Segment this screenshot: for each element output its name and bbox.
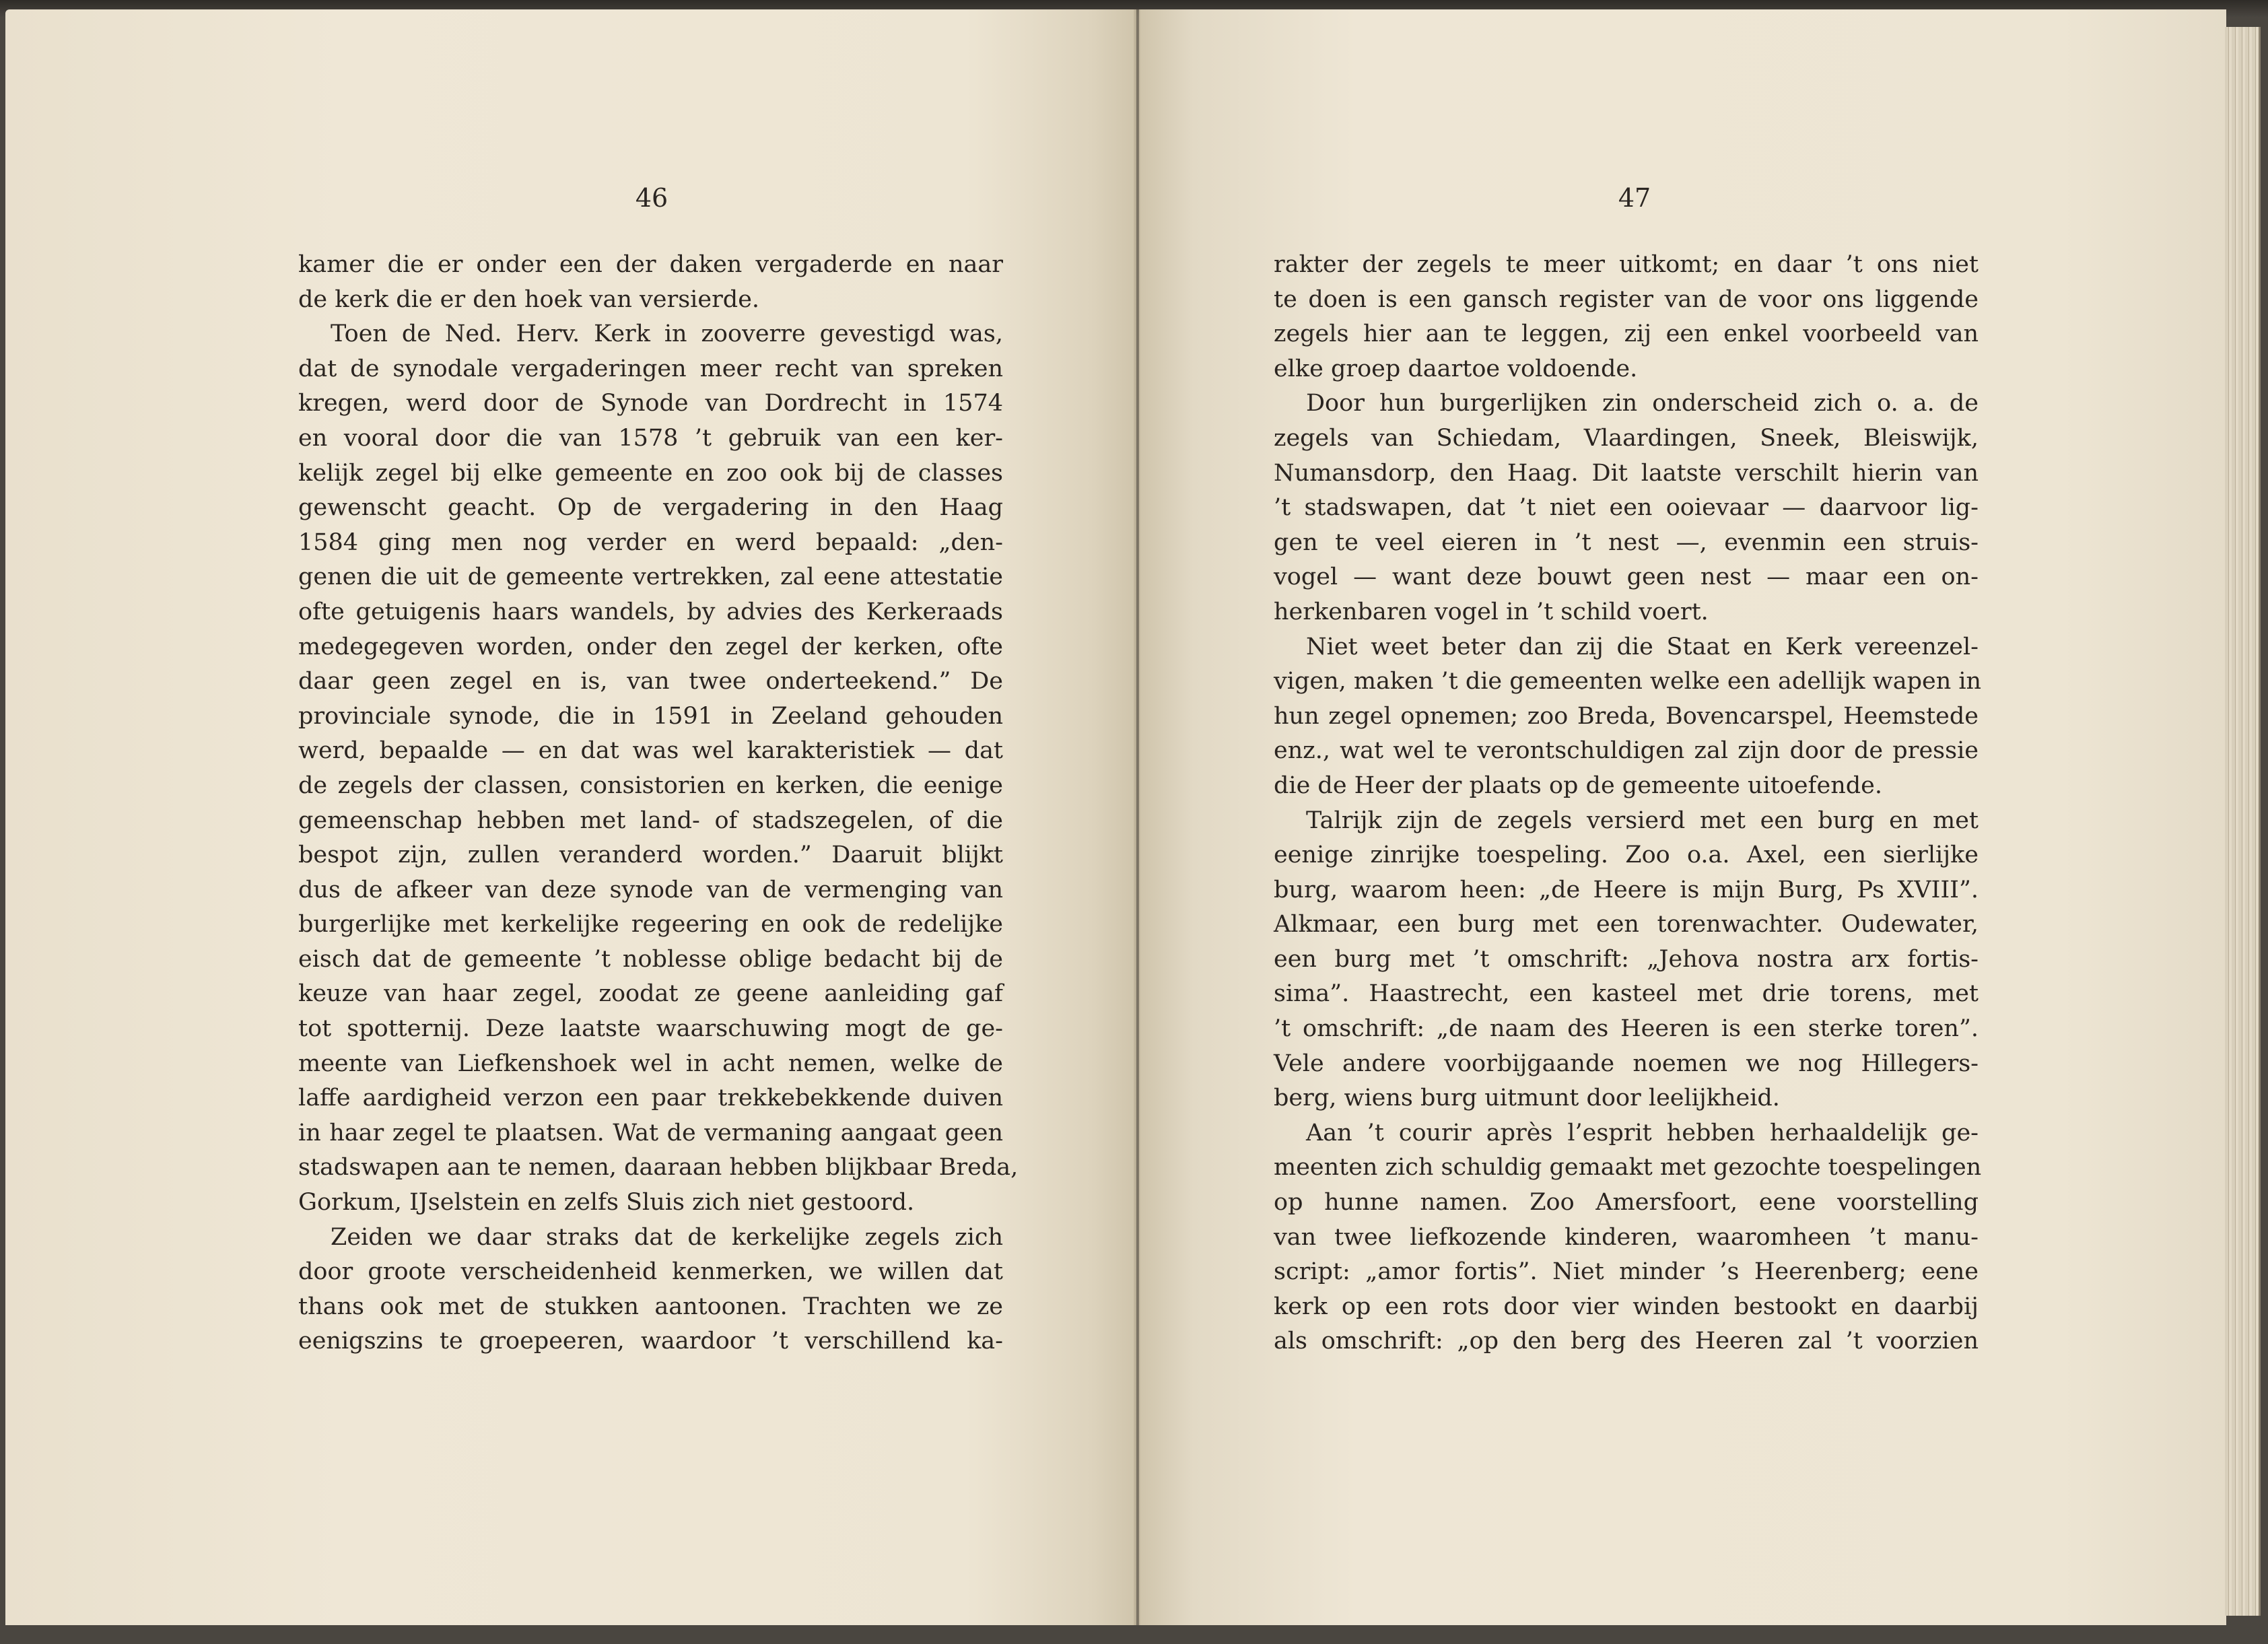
- text-line: de kerk die er den hoek van versierde.: [298, 285, 760, 313]
- text-line: tot spotternij. Deze laatste waarschuwing mogt de ge-: [298, 1015, 1003, 1043]
- text-line: herkenbaren vogel in ’t schild voert.: [1274, 598, 1709, 625]
- text-line: sima”. Haastrecht, een kasteel met drie torens, met: [1274, 980, 1979, 1008]
- text-line: een burg met ’t omschrift: „Jehova nostra arx fortis-: [1274, 945, 1979, 973]
- text-line: kelijk zegel bij elke gemeente en zoo ook bij de classes: [298, 459, 1003, 487]
- text-line: 1584 ging men nog verder en werd bepaald: „den-: [298, 528, 1003, 556]
- right-page-text: [1274, 248, 1982, 1359]
- text-line: zegels van Schiedam, Vlaardingen, Sneek, Bleiswijk,: [1274, 424, 1979, 452]
- text-line: Zeiden we daar straks dat de kerkelijke zegels zich: [331, 1223, 1003, 1251]
- text-line: Talrijk zijn de zegels versierd met een burg en met: [1306, 807, 1979, 834]
- text-line: vogel — want deze bouwt geen nest — maar een on-: [1274, 563, 1979, 591]
- text-line: dus de afkeer van deze synode van de vermenging van: [298, 876, 1003, 903]
- text-line: op hunne namen. Zoo Amersfoort, eene voorstelling: [1274, 1189, 1979, 1217]
- text-line: script: „amor fortis”. Niet minder ’s Heerenberg; eene: [1274, 1258, 1979, 1286]
- text-line: kregen, werd door de Synode van Dordrecht in 1574: [298, 390, 1003, 417]
- text-line: eenige zinrijke toespeling. Zoo o.a. Axel, een sierlijke: [1274, 842, 1979, 869]
- text-line: en vooral door die van 1578 ’t gebruik van een ker-: [298, 424, 1003, 452]
- text-line: werd, bepaalde — en dat was wel karakteristiek — dat: [298, 737, 1003, 765]
- text-line: laffe aardigheid verzon een paar trekkebekkende duiven: [298, 1085, 1003, 1112]
- text-line: ofte getuigenis haars wandels, by advies des Kerkeraads: [298, 598, 1003, 625]
- text-line: door groote verscheidenheid kenmerken, we willen dat: [298, 1258, 1003, 1286]
- text-line: Vele andere voorbijgaande noemen we nog Hillegers-: [1274, 1050, 1979, 1077]
- text-line: gen te veel eieren in ’t nest —, evenmin een struis-: [1274, 528, 1979, 556]
- text-line: elke groep daartoe voldoende.: [1274, 355, 1638, 382]
- text-line: bespot zijn, zullen veranderd worden.” Daaruit blijkt: [298, 842, 1003, 869]
- text-line: Niet weet beter dan zij die Staat en Kerk vereenzel-: [1306, 633, 1979, 660]
- text-line: Toen de Ned. Herv. Kerk in zooverre gevestigd was,: [331, 320, 1003, 348]
- text-line: van twee liefkozende kinderen, waaromheen ’t manu-: [1274, 1223, 1979, 1251]
- text-line: eenigszins te groepeeren, waardoor ’t verschillend ka-: [298, 1328, 1003, 1355]
- text-line: keuze van haar zegel, zoodat ze geene aanleiding gaf: [298, 980, 1003, 1008]
- text-line: genen die uit de gemeente vertrekken, zal eene attestatie: [298, 563, 1003, 591]
- text-line: daar geen zegel en is, van twee onderteekend.” De: [298, 668, 1003, 695]
- text-line: provinciale synode, die in 1591 in Zeeland gehouden: [298, 702, 1003, 730]
- text-line: in haar zegel te plaatsen. Wat de vermaning aangaat geen: [298, 1119, 1003, 1146]
- text-line: medegegeven worden, onder den zegel der kerken, ofte: [298, 633, 1003, 660]
- text-line: gemeenschap hebben met land- of stadszegelen, of die: [298, 807, 1003, 834]
- text-line: ’t omschrift: „de naam des Heeren is een sterke toren”.: [1274, 1015, 1979, 1043]
- text-line: die de Heer der plaats op de gemeente uitoefende.: [1274, 772, 1883, 799]
- text-line: kerk op een rots door vier winden bestookt en daarbij: [1274, 1293, 1979, 1320]
- text-line: de zegels der classen, consistorien en kerken, die eenige: [298, 772, 1003, 799]
- text-line: Aan ’t courir après l’esprit hebben herhaaldelijk ge-: [1306, 1119, 1979, 1146]
- page-edge-stack: [2225, 27, 2261, 1616]
- right-page-number: 47: [1618, 183, 1651, 213]
- text-line: rakter der zegels te meer uitkomt; en daar ’t ons niet: [1274, 251, 1979, 278]
- text-line: dat de synodale vergaderingen meer recht van spreken: [298, 355, 1003, 382]
- text-line: burg, waarom heen: „de Heere is mijn Burg, Ps XVIII”.: [1274, 876, 1979, 903]
- text-line: zegels hier aan te leggen, zij een enkel voorbeeld van: [1274, 320, 1979, 348]
- text-line: Numansdorp, den Haag. Dit laatste verschilt hierin van: [1274, 459, 1979, 487]
- text-line: Gorkum, IJselstein en zelfs Sluis zich niet gestoord.: [298, 1189, 915, 1217]
- text-line: stadswapen aan te nemen, daaraan hebben blijkbaar Breda,: [298, 1154, 1019, 1181]
- text-line: enz., wat wel te verontschuldigen zal zijn door de pressie: [1274, 737, 1979, 765]
- left-page-text: [298, 248, 1019, 1359]
- text-line: kamer die er onder een der daken vergaderde en naar: [298, 251, 1003, 278]
- text-line: te doen is een gansch register van de voor ons liggende: [1274, 285, 1979, 313]
- left-page-number: 46: [635, 183, 668, 213]
- text-line: meente van Liefkenshoek wel in acht nemen, welke de: [298, 1050, 1003, 1077]
- text-line: thans ook met de stukken aantoonen. Trachten we ze: [298, 1293, 1003, 1320]
- book-spine: [1134, 9, 1140, 1625]
- text-line: burgerlijke met kerkelijke regeering en ook de redelijke: [298, 911, 1003, 938]
- text-line: meenten zich schuldig gemaakt met gezochte toespelingen: [1274, 1154, 1982, 1181]
- text-line: vigen, maken ’t die gemeenten welke een adellijk wapen in: [1274, 668, 1982, 695]
- text-line: Alkmaar, een burg met een torenwachter. Oudewater,: [1274, 911, 1979, 938]
- text-line: gewenscht geacht. Op de vergadering in den Haag: [298, 494, 1003, 522]
- text-line: ’t stadswapen, dat ’t niet een ooievaar — daarvoor lig-: [1274, 494, 1979, 522]
- text-line: eisch dat de gemeente ’t noblesse oblige bedacht bij de: [298, 945, 1003, 973]
- text-line: hun zegel opnemen; zoo Breda, Bovencarspel, Heemstede: [1274, 702, 1979, 730]
- text-line: als omschrift: „op den berg des Heeren zal ’t voorzien: [1274, 1328, 1979, 1355]
- text-line: Door hun burgerlijken zin onderscheid zich o. a. de: [1306, 390, 1979, 417]
- text-line: berg, wiens burg uitmunt door leelijkheid.: [1274, 1085, 1780, 1112]
